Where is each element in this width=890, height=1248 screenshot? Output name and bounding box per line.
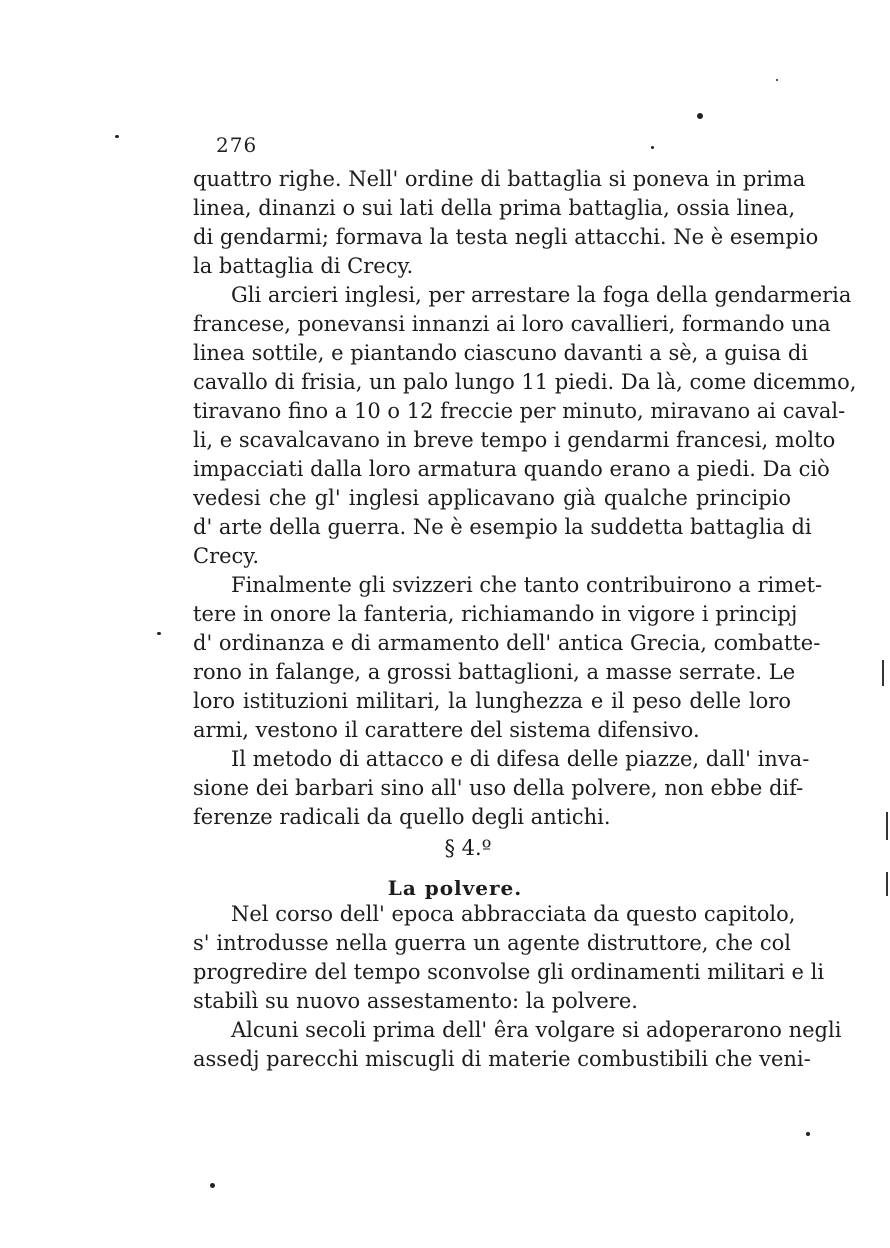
text-line: vedesi che gl' inglesi applicavano già qualche principio [193,486,791,510]
text-line: sione dei barbari sino all' uso della polvere, non ebbe dif- [193,776,804,800]
text-line: impacciati dalla loro armatura quando erano a piedi. Da ciò [193,457,830,481]
paragraph-start-line: Finalmente gli svizzeri che tanto contribuirono a rimet- [231,573,823,597]
scan-speck [697,113,703,119]
page-number: 276 [216,133,258,157]
scan-edge-mark [882,660,884,686]
scan-speck [651,146,654,149]
section-number: § 4.º [444,836,492,860]
text-line: la battaglia di Crecy. [193,254,414,278]
text-line: linea sottile, e piantando ciascuno davanti a sè, a guisa di [193,341,809,365]
text-line: d' arte della guerra. Ne è esempio la suddetta battaglia di [193,515,812,539]
text-line: li, e scavalcavano in breve tempo i gendarmi francesi, molto [193,428,836,452]
scan-speck [115,135,119,138]
main-text-block [193,165,857,832]
text-line: tiravano fino a 10 o 12 freccie per minuto, miravano ai caval- [193,399,846,423]
scan-speck [210,1183,215,1188]
scan-speck [776,79,778,81]
text-line: cavallo di frisia, un palo lungo 11 piedi. Da là, come dicemmo, [193,370,857,394]
text-line: di gendarmi; formava la testa negli attacchi. Ne è esempio [193,225,819,249]
text-line: s' introdusse nella guerra un agente distruttore, che col [193,931,791,955]
scan-edge-mark [886,872,888,896]
section-title: La polvere. [387,876,523,900]
text-line: d' ordinanza e di armamento dell' antica Grecia, combatte- [193,631,821,655]
text-line: francese, ponevansi innanzi ai loro cavallieri, formando una [193,312,831,336]
paragraph-start-line: Il metodo di attacco e di difesa delle piazze, dall' inva- [231,747,810,771]
text-line: stabilì su nuovo assestamento: la polvere. [193,989,638,1013]
scan-speck [806,1132,810,1136]
paragraph-start-line: Alcuni secoli prima dell' êra volgare si adoperarono negli [231,1018,842,1042]
text-line: armi, vestono il carattere del sistema difensivo. [193,718,700,742]
scan-edge-mark [886,812,888,840]
text-line: tere in onore la fanteria, richiamando in vigore i principj [193,602,798,626]
text-line: quattro righe. Nell' ordine di battaglia si poneva in prima [193,167,806,191]
text-line: linea, dinanzi o sui lati della prima battaglia, ossia linea, [193,196,796,220]
paragraph-start-line: Nel corso dell' epoca abbracciata da questo capitolo, [231,902,796,926]
paragraph-start-line: Gli arcieri inglesi, per arrestare la foga della gendarmeria [231,283,852,307]
text-line: rono in falange, a grossi battaglioni, a masse serrate. Le [193,660,796,684]
text-line: assedj parecchi miscugli di materie combustibili che veni- [193,1047,811,1071]
text-line: loro istituzioni militari, la lunghezza e il peso delle loro [193,689,791,713]
text-line: progredire del tempo sconvolse gli ordinamenti militari e li [193,960,825,984]
section-text-block [193,900,842,1074]
text-line: ferenze radicali da quello degli antichi. [193,805,611,829]
scan-speck [157,632,161,635]
text-line: Crecy. [193,544,260,568]
